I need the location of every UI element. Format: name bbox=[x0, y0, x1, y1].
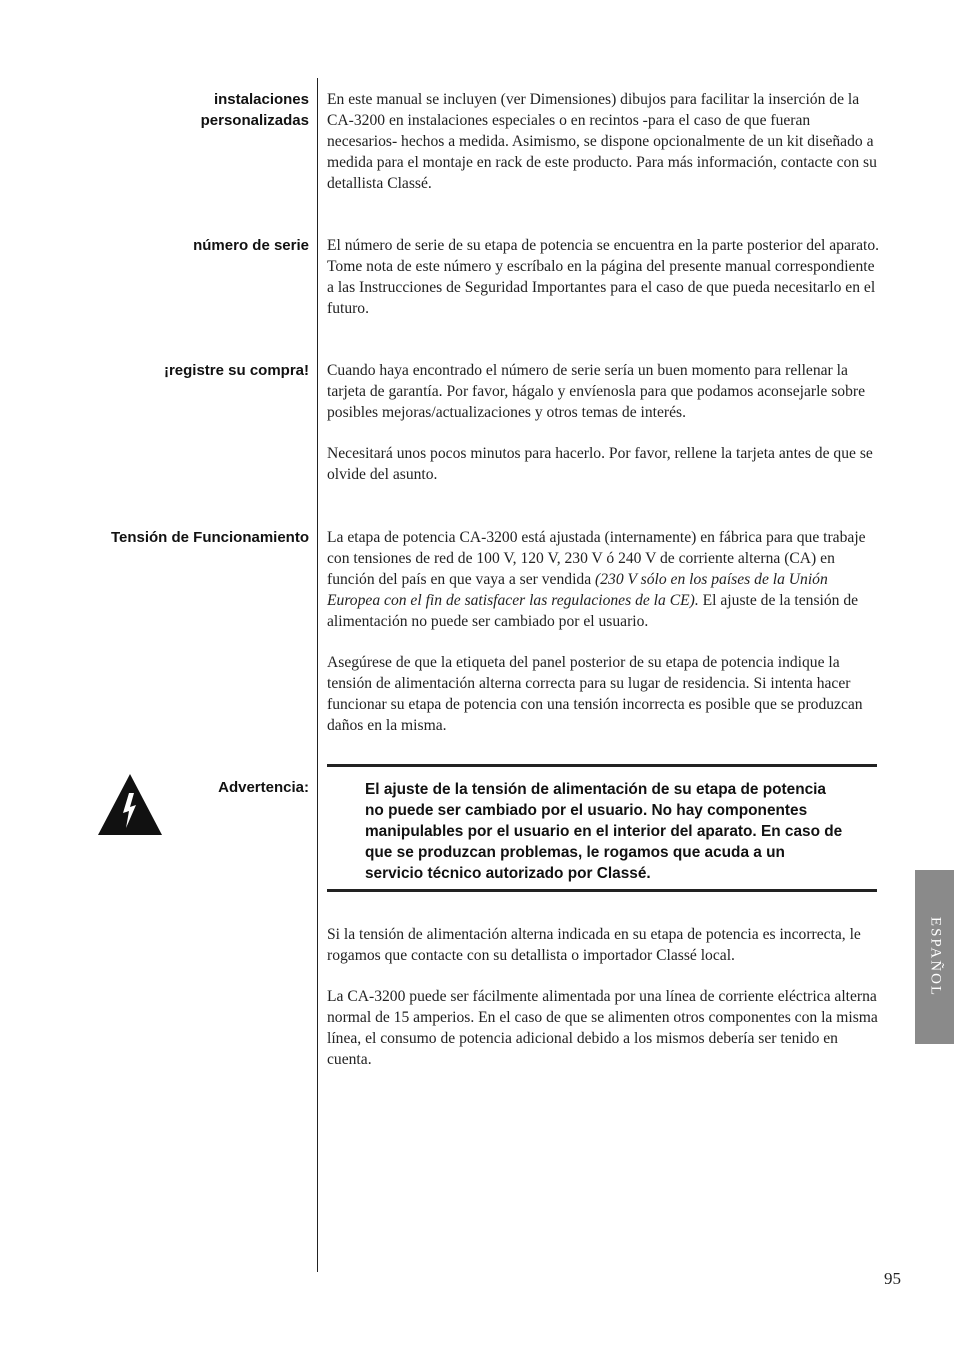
paragraph bbox=[327, 527, 883, 632]
section-text-serial-number bbox=[327, 235, 883, 319]
electric-shock-warning-icon bbox=[96, 772, 164, 836]
text-run: El ajuste de la tensión de alimentación no puede ser cambiado por el usuario. bbox=[327, 592, 859, 630]
warning-box bbox=[327, 764, 877, 892]
paragraph: Si la tensión de alimentación alterna indicada en su etapa de potencia es incorrecta, le rogamos que contacte con su detallista o importador Classé local. bbox=[327, 926, 861, 964]
paragraph: Asegúrese de que la etiqueta del panel posterior de su etapa de potencia indique la tensión de alimentación alterna correcta para su lugar de residencia. Si intenta hacer funcionar su etapa de potencia con una tensión incorrecta es posible que se produzcan daños en la misma. bbox=[327, 654, 863, 734]
page-number: 95 bbox=[884, 1269, 901, 1288]
section-text-custom-installations bbox=[327, 89, 883, 194]
section-text-after-warning bbox=[327, 924, 883, 1070]
section-label-warning: Advertencia: bbox=[218, 779, 309, 796]
paragraph: Necesitará unos pocos minutos para hacerlo. Por favor, rellene la tarjeta antes de que se olvide del asunto. bbox=[327, 445, 873, 483]
text-run: La etapa de potencia CA-3200 está ajustada (internamente) en fábrica para que trabaje con tensiones de red de 100 V, 120 V, 230 V ó 240 V de corriente alterna (CA) en función del país en que vaya a ser vendida bbox=[327, 529, 866, 588]
label-line-2: personalizadas bbox=[200, 112, 309, 129]
section-label-operating-voltage: Tensión de Funcionamiento bbox=[110, 529, 309, 546]
warning-text: El ajuste de la tensión de alimentación de su etapa de potencia no puede ser cambiado por el usuario. No hay componentes manipulables por el usuario en el interior del aparato. En caso de que se produzcan problemas, le rogamos que acuda a un servicio técnico autorizado por Classé. bbox=[365, 781, 843, 882]
section-text-operating-voltage bbox=[327, 527, 883, 736]
paragraph: Cuando haya encontrado el número de serie sería un buen momento para rellenar la tarjeta de garantía. Por favor, hágalo y envíenosla para que podamos aconsejarle sobre posibles mejoras/actualizaciones y otros temas de interés. bbox=[327, 362, 866, 421]
italic-note: (230 V sólo en los países de la Unión Europea con el fin de satisfacer las regulaciones de la CE). bbox=[327, 571, 828, 609]
column-divider bbox=[317, 78, 318, 1272]
language-side-tab bbox=[915, 870, 954, 1044]
section-label-custom-installations bbox=[201, 89, 309, 131]
section-label-serial-number: número de serie bbox=[193, 237, 309, 254]
paragraph: En este manual se incluyen (ver Dimensiones) dibujos para facilitar la inserción de la CA-3200 en instalaciones especiales o en recintos -para el caso de que fueran necesarios- hechos a medida. Asimismo, se dispone opcionalmente de un kit diseñado a medida para el montaje en rack de este producto. Para más información, contacte con su detallista Classé. bbox=[327, 91, 877, 192]
section-text-register-purchase bbox=[327, 360, 883, 485]
label-line-1: instalaciones bbox=[213, 91, 309, 108]
paragraph: La CA-3200 puede ser fácilmente alimentada por una línea de corriente eléctrica alterna normal de 15 amperios. En el caso de que se alimenten otros componentes con la misma línea, el consumo de potencia adicional debido a los mismos debería ser tenido en cuenta. bbox=[327, 988, 878, 1068]
paragraph: El número de serie de su etapa de potencia se encuentra en la parte posterior del aparato. Tome nota de este número y escríbalo en la página del presente manual correspondiente a las Instrucciones de Seguridad Importantes para el caso de que pueda necesitarlo en el futuro. bbox=[327, 237, 880, 317]
section-label-register-purchase: ¡registre su compra! bbox=[163, 362, 309, 379]
language-tab-label: ESPAÑOL bbox=[927, 916, 943, 998]
